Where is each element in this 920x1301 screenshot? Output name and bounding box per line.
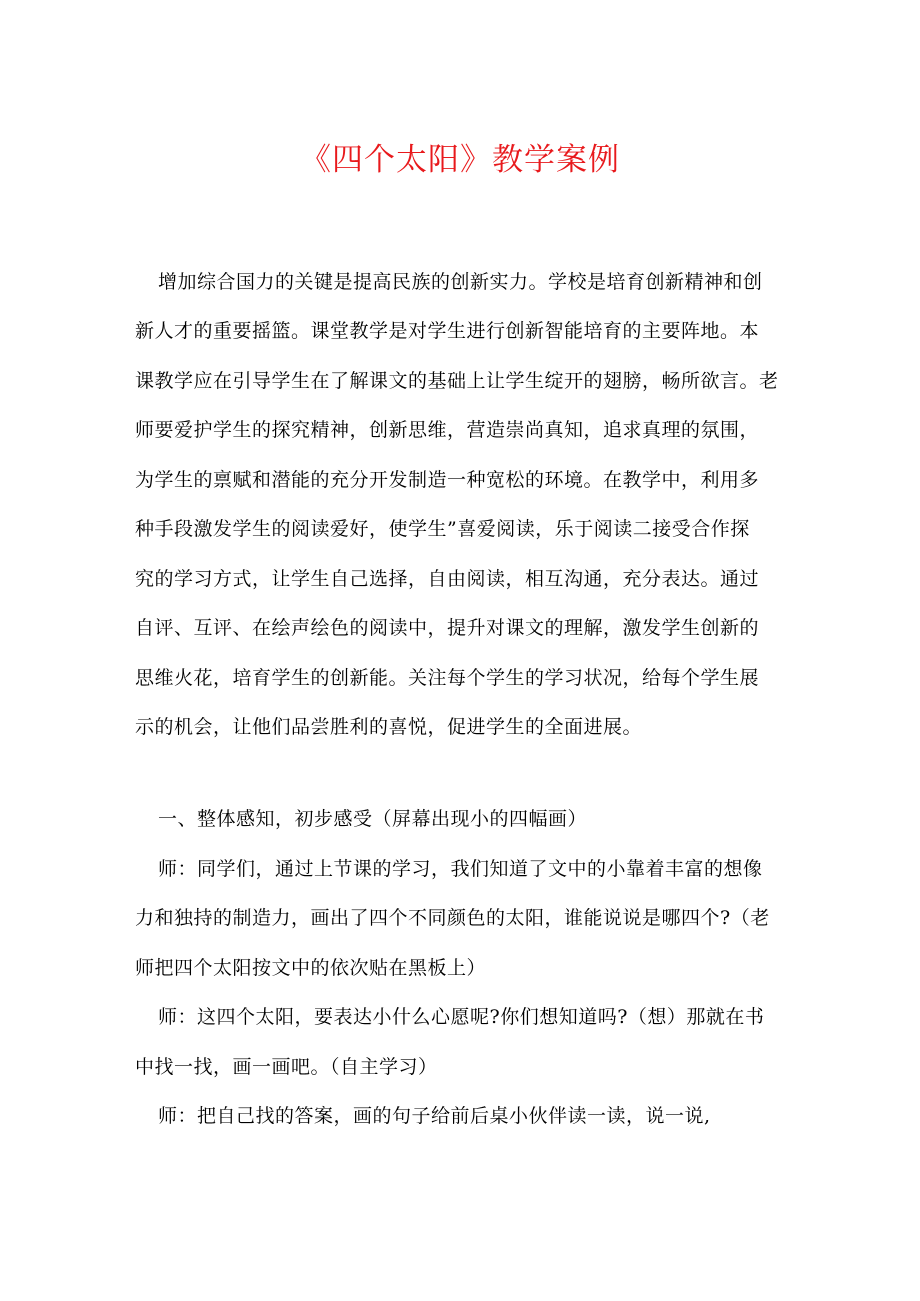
intro-line-7: 究的学习方式，让学生自己选择，自由阅读，相互沟通，充分表达。通过 [135, 568, 760, 590]
teacher-para3-line-1: 师：把自己找的答案，画的句子给前后桌小伙伴读一读，说一说, [158, 1105, 711, 1127]
teacher-para1-line-3: 师把四个太阳按文中的依次贴在黑板上） [135, 957, 487, 979]
intro-line-9: 思维火花，培育学生的创新能。关注每个学生的学习状况，给每个学生展 [135, 667, 760, 689]
intro-line-5: 为学生的禀赋和潜能的充分开发制造一种宽松的环境。在教学中，利用多 [135, 469, 760, 491]
teacher-para1-line-1: 师：同学们，通过上节课的学习，我们知道了文中的小靠着丰富的想像 [158, 858, 763, 880]
teacher-para2-line-2: 中找一找，画一画吧。（自主学习） [135, 1056, 438, 1078]
intro-line-8: 自评、互评、在绘声绘色的阅读中，提升对课文的理解，激发学生创新的 [135, 617, 760, 639]
intro-line-1: 增加综合国力的关键是提高民族的创新实力。学校是培育创新精神和创 [158, 271, 763, 293]
teacher-para2-line-1: 师：这四个太阳，要表达小什么心愿呢?你们想知道吗?（想）那就在书 [158, 1006, 765, 1028]
document-title: 《四个太阳》教学案例 [300, 142, 620, 178]
intro-line-10: 示的机会，让他们品尝胜利的喜悦，促进学生的全面进展。 [135, 716, 643, 738]
intro-line-4: 师要爱护学生的探究精神，创新思维，营造崇尚真知，追求真理的氛围， [135, 419, 760, 441]
intro-line-2: 新人才的重要摇篮。课堂教学是对学生进行创新智能培育的主要阵地。本 [135, 320, 760, 342]
teacher-para1-line-2: 力和独持的制造力，画出了四个不同颜色的太阳，谁能说说是哪四个?（老 [135, 907, 770, 929]
intro-line-6: 种手段激发学生的阅读爱好，使学生”喜爱阅读，乐于阅读二接受合作探 [135, 518, 750, 540]
section-heading: 一、整体感知，初步感受（屏幕出现小的四幅画） [158, 808, 588, 830]
intro-line-3: 课教学应在引导学生在了解课文的基础上让学生绽开的翅膀，畅所欲言。老 [135, 370, 779, 392]
